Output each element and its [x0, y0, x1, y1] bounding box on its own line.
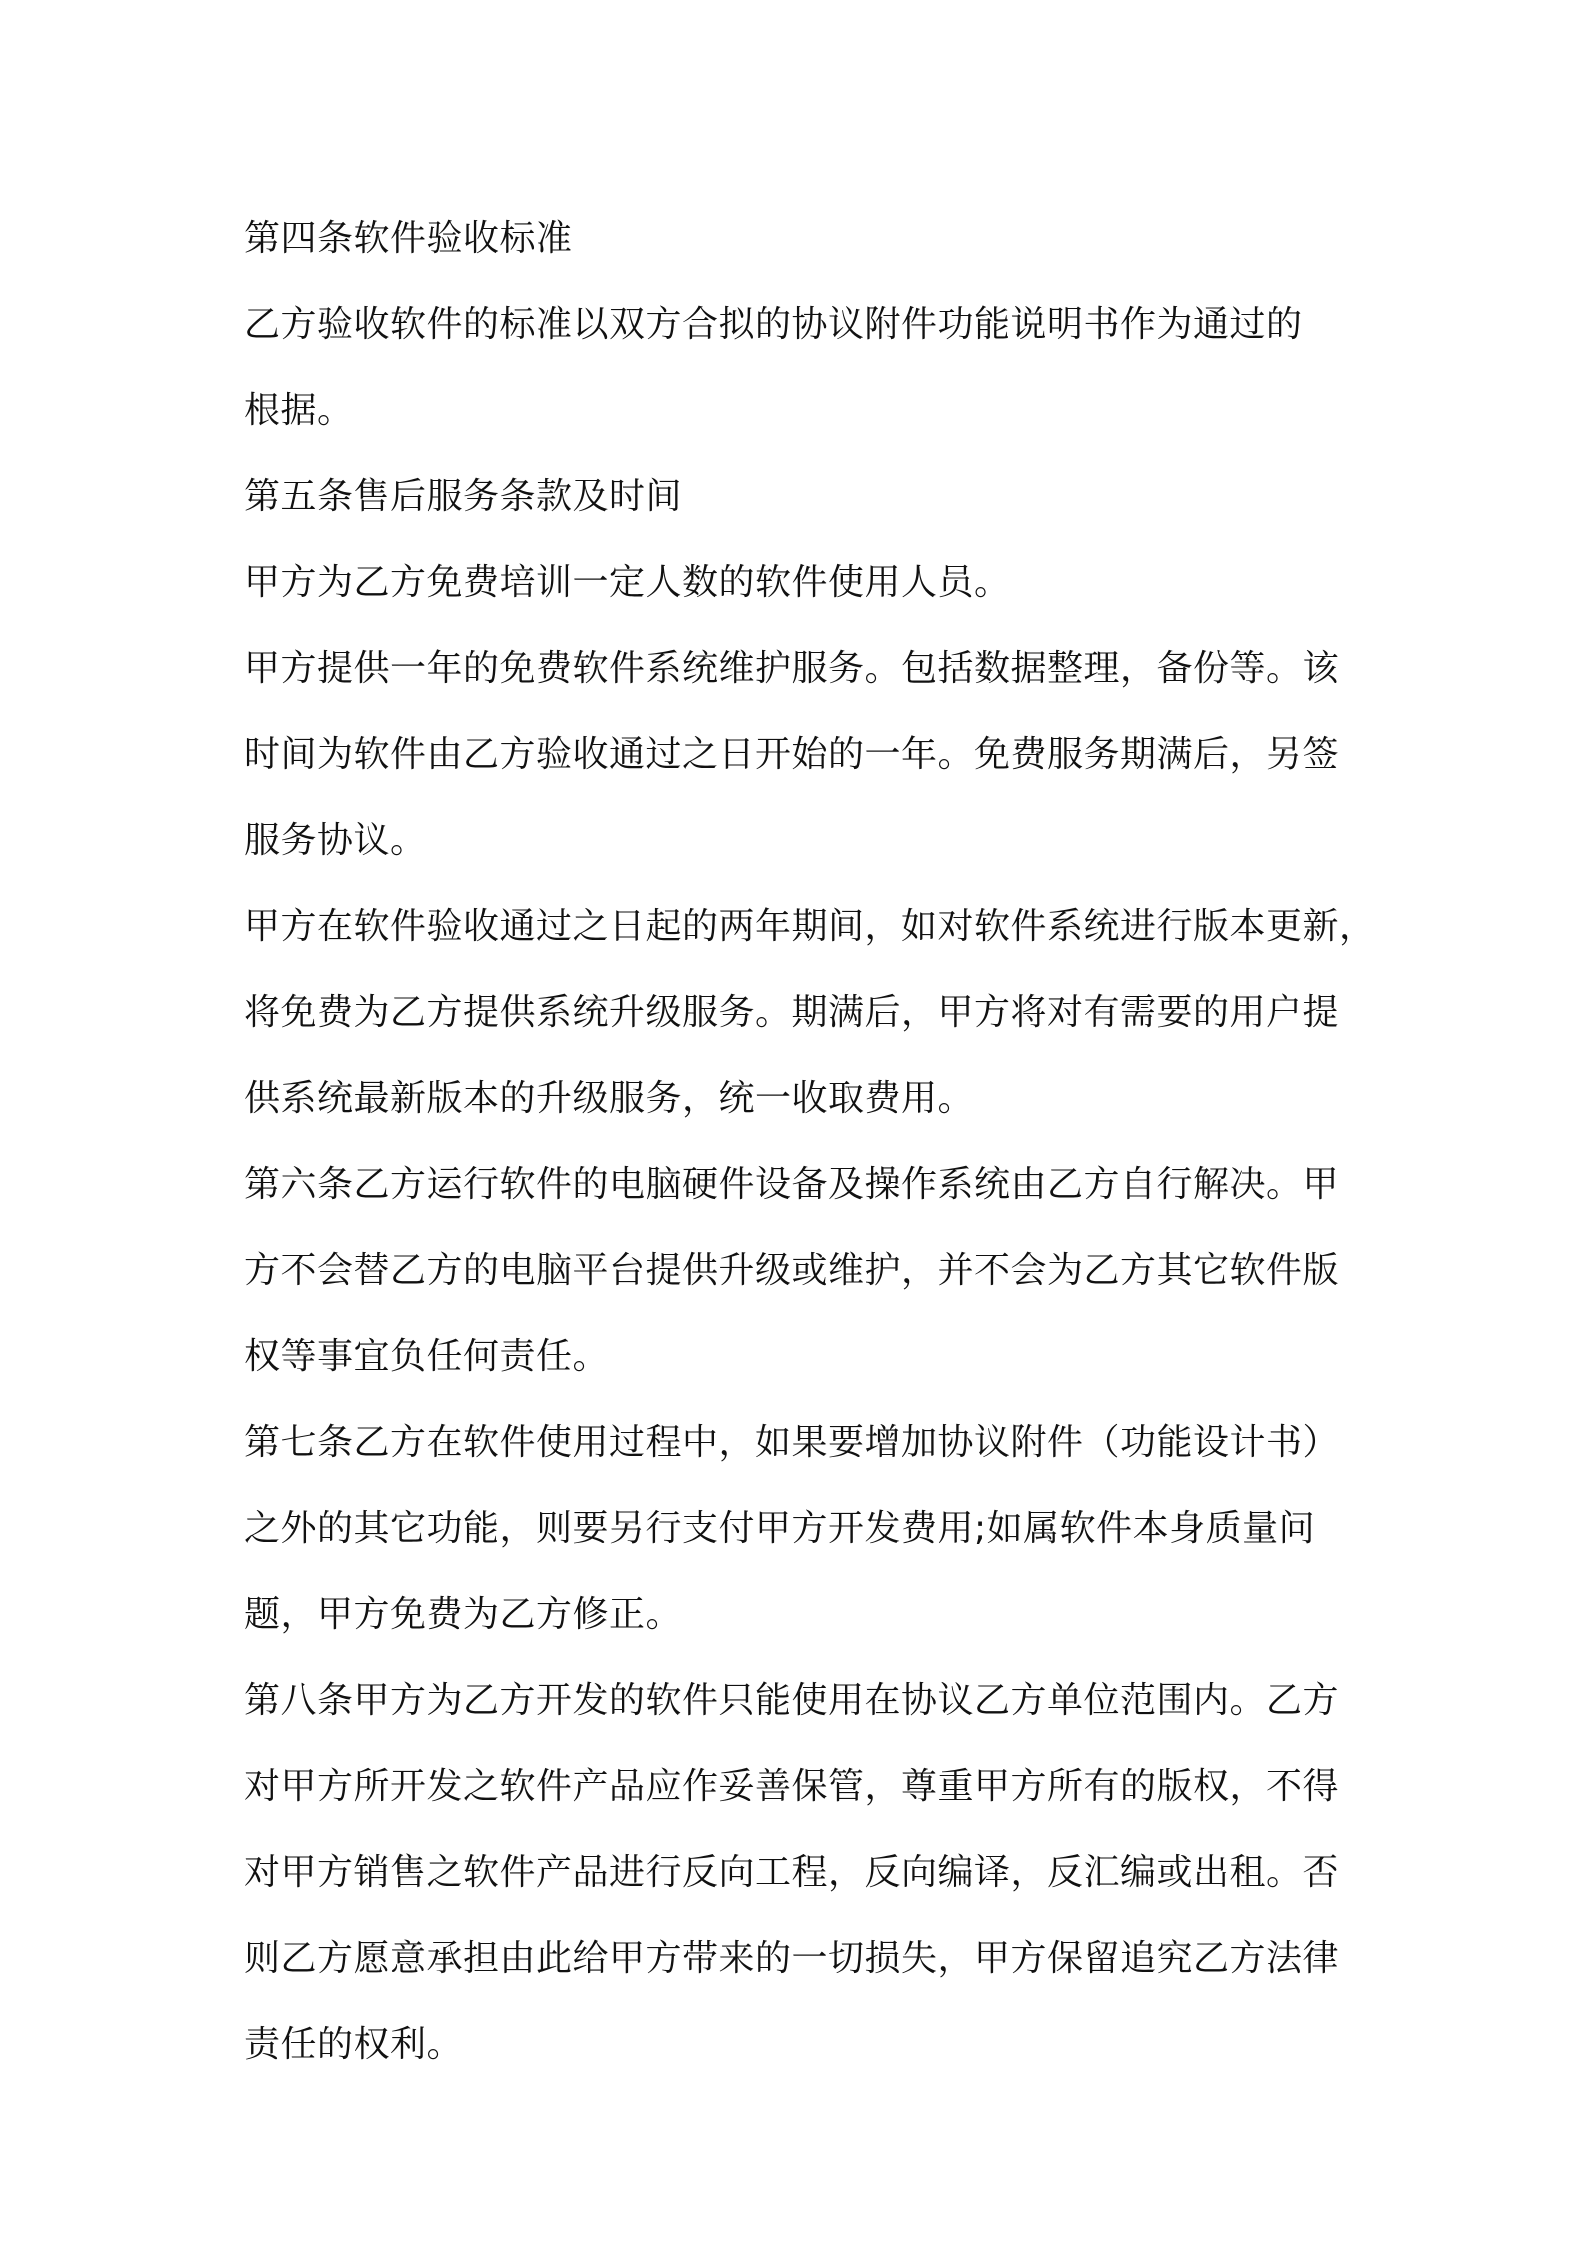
- paragraph-line-article-6: 第六条乙方运行软件的电脑硬件设备及操作系统由乙方自行解决。甲: [244, 1164, 1340, 1205]
- paragraph-line-article-8: 第八条甲方为乙方开发的软件只能使用在协议乙方单位范围内。乙方: [244, 1680, 1340, 1721]
- paragraph-line: 乙方验收软件的标准以双方合拟的协议附件功能说明书作为通过的: [244, 304, 1303, 345]
- paragraph-line: 责任的权利。: [244, 2024, 464, 2065]
- paragraph-line-article-7: 第七条乙方在软件使用过程中，如果要增加协议附件（功能设计书）: [244, 1422, 1340, 1463]
- paragraph-line: 甲方在软件验收通过之日起的两年期间，如对软件系统进行版本更新，: [244, 906, 1376, 947]
- heading-article-4: 第四条软件验收标准: [244, 218, 573, 259]
- paragraph-line: 服务协议。: [244, 820, 427, 861]
- paragraph-line: 将免费为乙方提供系统升级服务。期满后，甲方将对有需要的用户提: [244, 992, 1340, 1033]
- heading-article-5: 第五条售后服务条款及时间: [244, 476, 683, 517]
- paragraph-line: 权等事宜负任何责任。: [244, 1336, 610, 1377]
- paragraph-line: 时间为软件由乙方验收通过之日开始的一年。免费服务期满后，另签: [244, 734, 1340, 775]
- paragraph-line: 根据。: [244, 390, 354, 431]
- contract-text: [244, 196, 1376, 2088]
- paragraph-line: 之外的其它功能，则要另行支付甲方开发费用;如属软件本身质量问: [244, 1508, 1316, 1549]
- paragraph-line: 供系统最新版本的升级服务，统一收取费用。: [244, 1078, 975, 1119]
- paragraph-line: 对甲方销售之软件产品进行反向工程，反向编译，反汇编或出租。否: [244, 1852, 1340, 1893]
- paragraph-line: 甲方为乙方免费培训一定人数的软件使用人员。: [244, 562, 1011, 603]
- paragraph-line: 方不会替乙方的电脑平台提供升级或维护，并不会为乙方其它软件版: [244, 1250, 1340, 1291]
- paragraph-line: 甲方提供一年的免费软件系统维护服务。包括数据整理，备份等。该: [244, 648, 1340, 689]
- paragraph-line: 题，甲方免费为乙方修正。: [244, 1594, 683, 1635]
- paragraph-line: 则乙方愿意承担由此给甲方带来的一切损失，甲方保留追究乙方法律: [244, 1938, 1340, 1979]
- paragraph-line: 对甲方所开发之软件产品应作妥善保管，尊重甲方所有的版权，不得: [244, 1766, 1340, 1807]
